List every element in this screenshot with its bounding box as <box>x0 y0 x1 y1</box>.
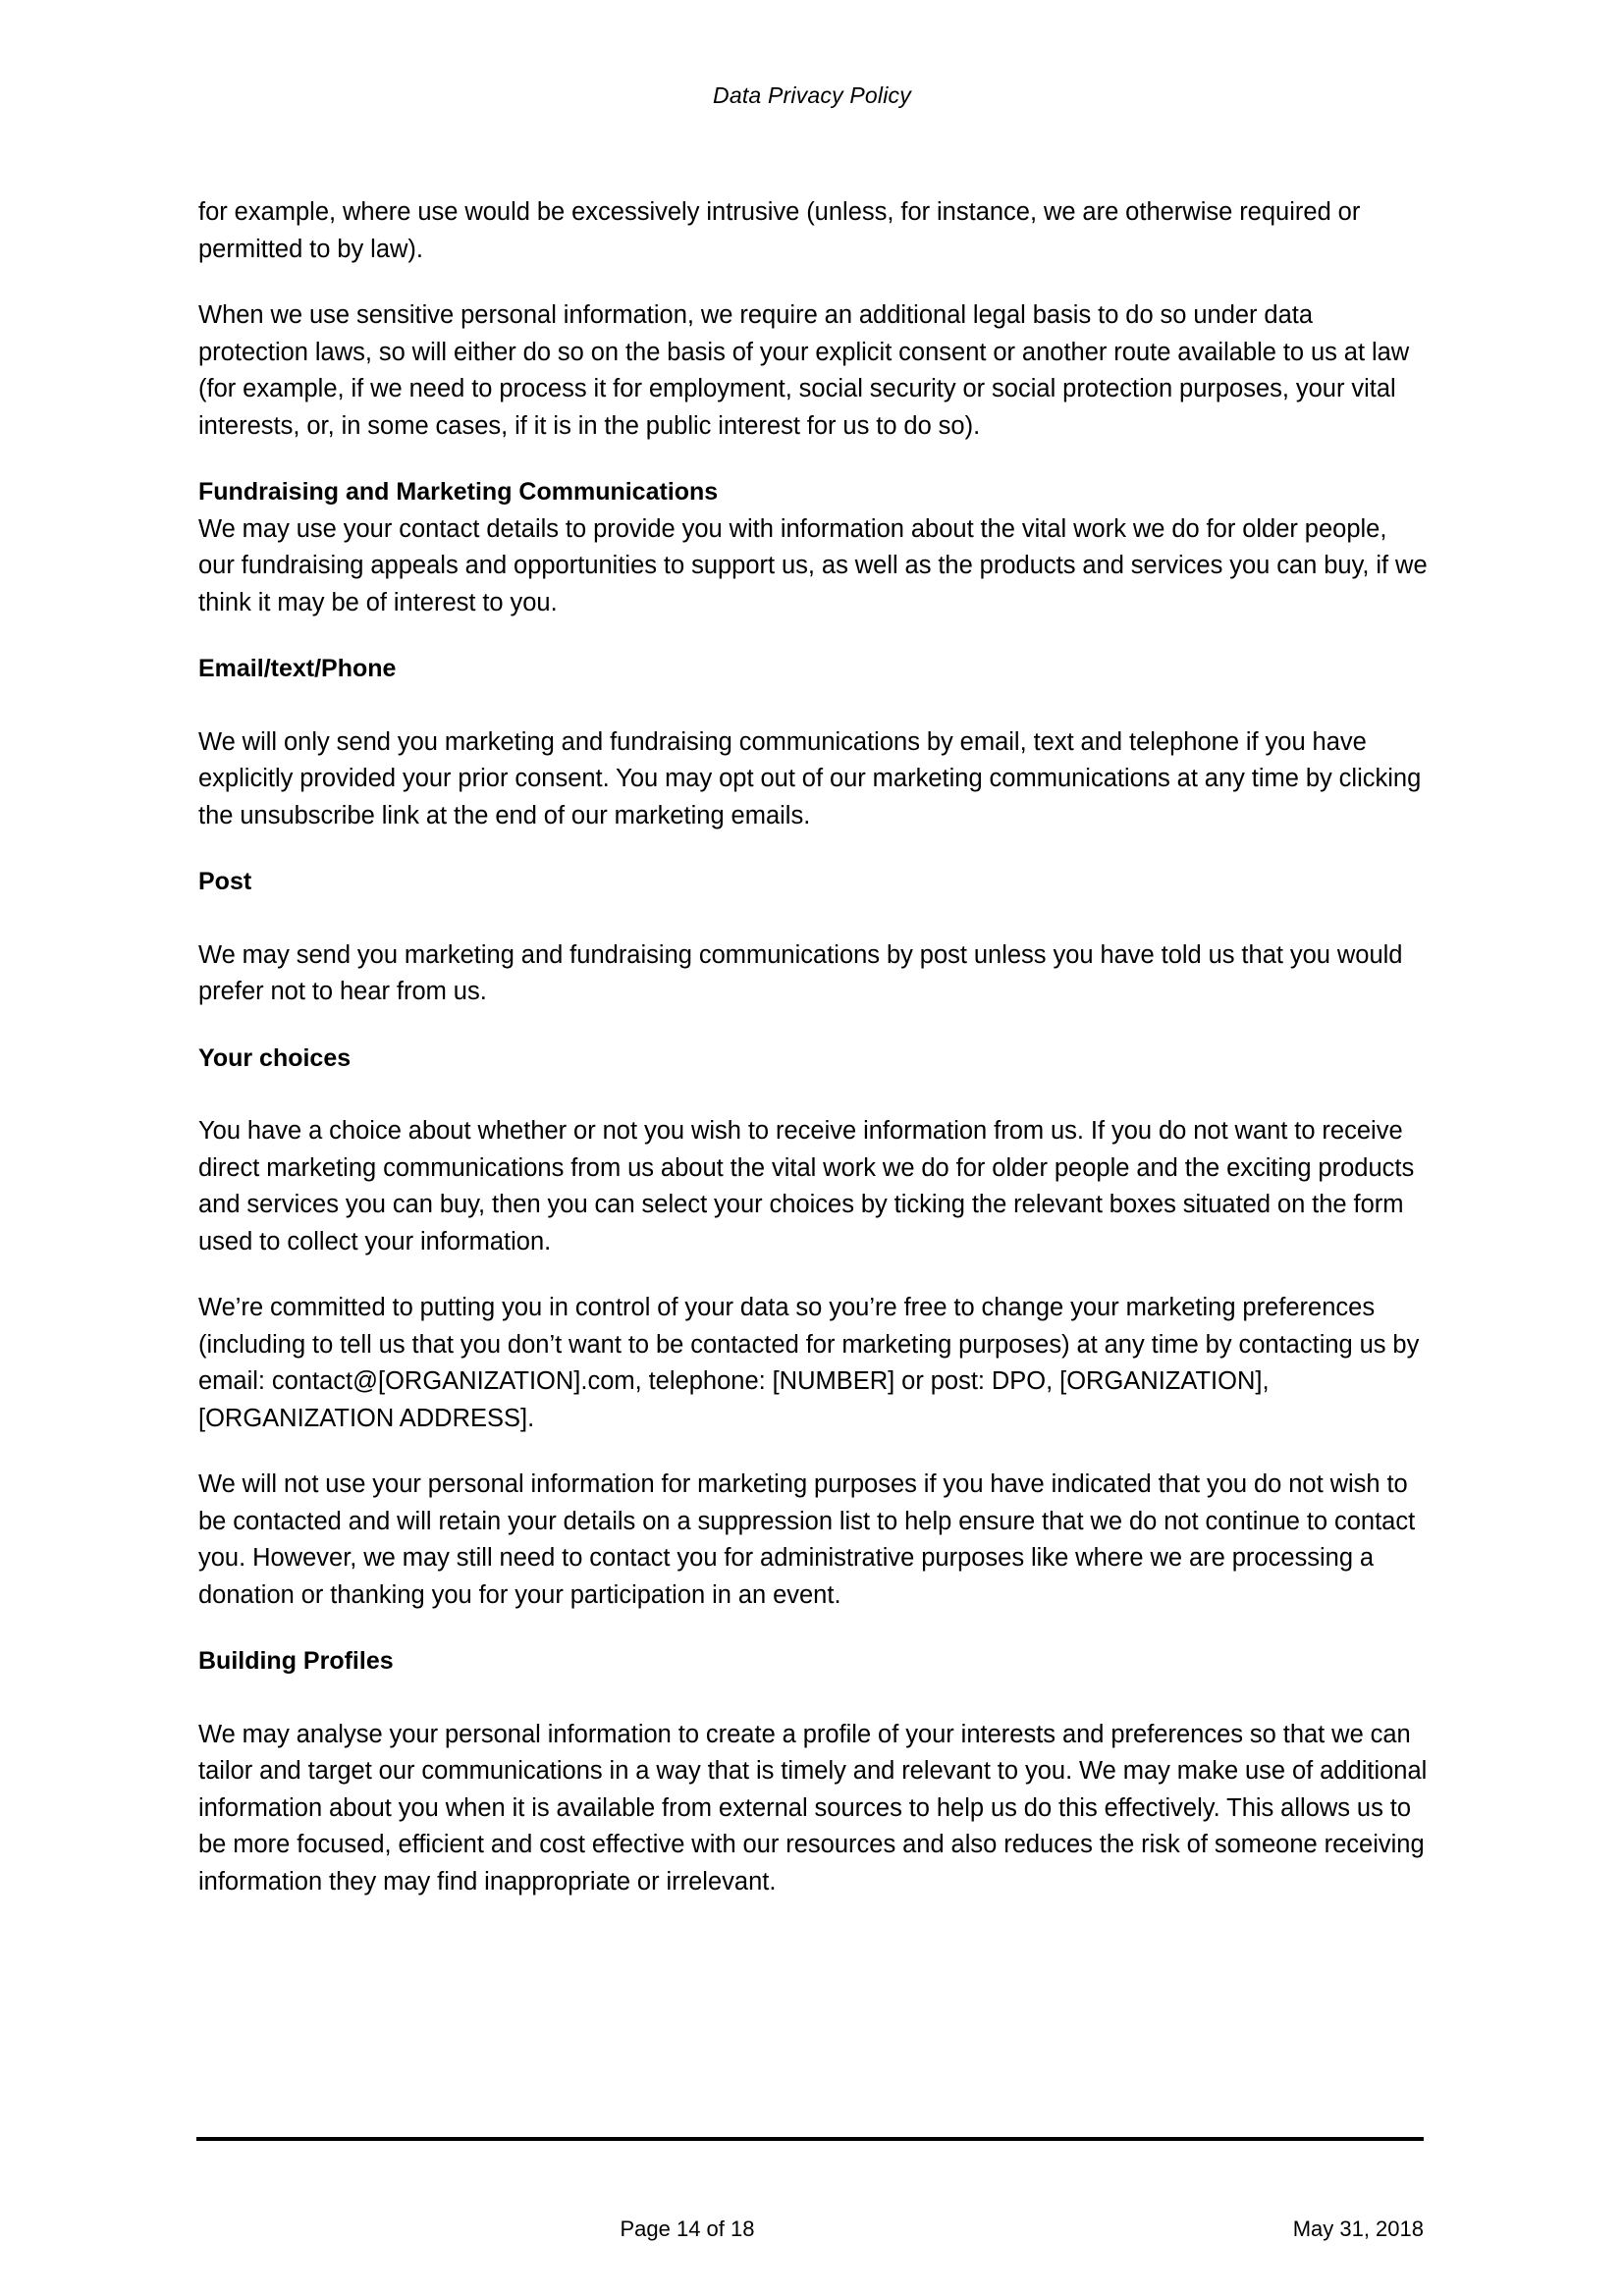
heading-email-text-phone: Email/text/Phone <box>198 655 397 682</box>
heading-your-choices: Your choices <box>198 1043 352 1072</box>
running-header <box>0 82 1624 109</box>
heading-post: Post <box>198 868 252 895</box>
paragraph-post-1: We may send you marketing and fundraising communications by post unless you have told us that you would prefer not to hear from us. <box>198 940 1403 1005</box>
footer-date: May 31, 2018 <box>1292 2216 1424 2241</box>
paragraph-fundraising-marketing-1: We may use your contact details to provide you with information about the vital work we do for older people, our fundraising appeals and opportunities to support us, as well as the products and services you can buy, if we think it may be of interest to you. <box>198 514 1428 616</box>
document-body <box>198 194 1429 1930</box>
paragraph-intrusive: for example, where use would be excessively intrusive (unless, for instance, we are otherwise required or permitted to by law). <box>198 198 1361 263</box>
footer-divider <box>196 2137 1424 2141</box>
running-header-title: Data Privacy Policy <box>713 82 911 108</box>
section-your-choices <box>198 1041 1429 1615</box>
paragraph-your-choices-3: We will not use your personal information for marketing purposes if you have indicated that you do not wish to be contacted and will retain your details on a suppression list to help ensure that we do not continue to contact you. However, we may still need to contact you for administrative purposes like where we are processing a donation or thanking you for your participation in an event. <box>198 1470 1416 1609</box>
section-email-text-phone <box>198 651 1429 834</box>
section-post <box>198 864 1429 1011</box>
page-footer <box>196 2215 1424 2248</box>
footer-page-number: Page 14 of 18 <box>620 2216 755 2241</box>
heading-building-profiles: Building Profiles <box>198 1647 394 1675</box>
paragraph-sensitive-info: When we use sensitive personal information, we require an additional legal basis to do so under data protection laws, so will either do so on the basis of your explicit consent or another route available to us at law (for example, if we need to process it for employment, social security or social protection purposes, your vital interests, or, in some cases, if it is in the public interest for us to do so). <box>198 301 1410 440</box>
section-building-profiles <box>198 1643 1429 1900</box>
paragraph-your-choices-1: You have a choice about whether or not you wish to receive information from us. If you do not want to receive direct marketing communications from us about the vital work we do for older people and the exciting products and services you can buy, then you can select your choices by ticking the relevant boxes situated on the form used to collect your information. <box>198 1117 1415 1255</box>
section-fundraising-marketing <box>198 474 1429 621</box>
paragraph-email-text-phone-1: We will only send you marketing and fundraising communications by email, text and telephone if you have explicitly provided your prior consent. You may opt out of our marketing communications at any time by clicking the unsubscribe link at the end of our marketing emails. <box>198 727 1422 829</box>
paragraph-building-profiles-1: We may analyse your personal information to create a profile of your interests and preferences so that we can tailor and target our communications in a way that is timely and relevant to you. We may make use of additional information about you when it is available from external sources to help us do this effectively. This allows us to be more focused, efficient and cost effective with our resources and also reduces the risk of someone receiving information they may find inappropriate or irrelevant. <box>198 1720 1428 1896</box>
paragraph-your-choices-2: We’re committed to putting you in control of your data so you’re free to change your marketing preferences (including to tell us that you don’t want to be contacted for marketing purposes) at any time by contacting us by email: contact@[ORGANIZATION].com, telephone: [NUMBER] or post: DPO, [ORGANIZATION], [ORGANIZATION ADDRESS]. <box>198 1294 1420 1432</box>
heading-fundraising-marketing: Fundraising and Marketing Communications <box>198 478 719 506</box>
